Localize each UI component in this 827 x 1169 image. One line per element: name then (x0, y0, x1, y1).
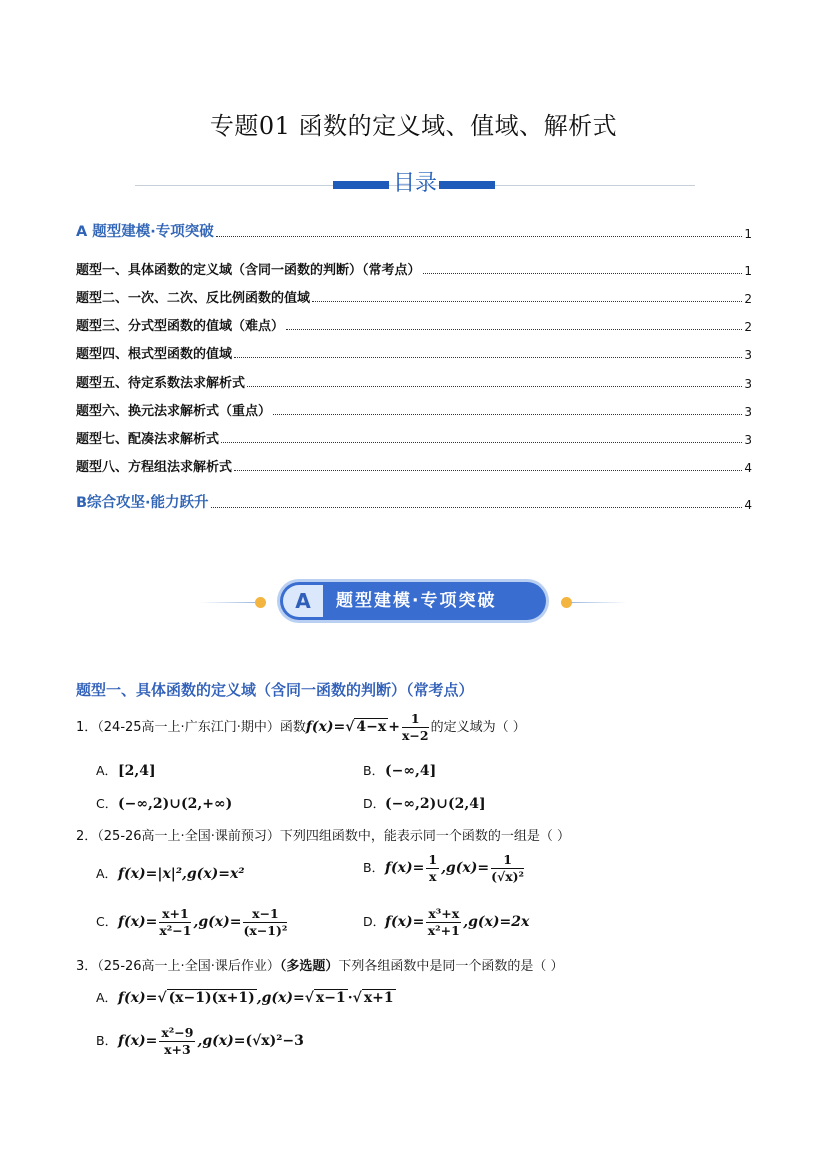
q2-option-a[interactable]: A．f(x)=|x|²,g(x)=x² (96, 866, 245, 882)
toc-heading: 目录 (392, 171, 437, 196)
q1-option-b[interactable]: B．(−∞,4] (363, 763, 437, 779)
q1-radicand: 4−x (356, 719, 387, 735)
toc-label: 题型四、根式型函数的值域 (76, 347, 233, 362)
q2-option-b[interactable]: B．f(x)= $\frac{1}{x}$ ,g(x)= $\frac{1}{\text{(√x)²}}$ (363, 852, 525, 884)
toc-row[interactable] (76, 427, 752, 447)
toc-page-number: 3 (744, 433, 752, 447)
q1-option-d[interactable]: D．(−∞,2)∪(2,4] (363, 796, 486, 812)
toc-row[interactable] (76, 314, 752, 334)
q2-option-c[interactable]: C．f(x)= $\frac{x+1}{\text{x²−1}}$ ,g(x)= $\frac{x-1}{\text{(x−1)²}}$ (96, 906, 288, 938)
q1-option-a[interactable]: A．[2,4] (96, 763, 156, 779)
toc-leader-dots (234, 357, 742, 358)
q1-expr: f(x)= (305, 719, 346, 735)
toc-page-number: 2 (744, 320, 752, 334)
banner-dot-left (255, 597, 266, 608)
toc-page-number: 2 (744, 292, 752, 306)
q3-multi-tag: （多选题） (279, 959, 339, 974)
toc-label: 题型八、方程组法求解析式 (76, 460, 233, 475)
q2-text: （25-26高一上·全国·课前预习）下列四组函数中，能表示同一个函数的一组是（ ） (97, 829, 570, 844)
q3-option-b[interactable]: B．f(x)= $\frac{\text{x²−9}}{x+3}$ ,g(x)=(√x)²−3 (96, 1025, 304, 1057)
toc-leader-dots (234, 470, 742, 471)
page-title: 专题01 函数的定义域、值域、解析式 (209, 112, 618, 140)
toc-label: A 题型建模·专项突破 (76, 224, 214, 240)
toc-page-number: 1 (744, 227, 752, 241)
toc-page-number: 4 (744, 498, 752, 512)
toc-leader-dots (423, 273, 743, 274)
q1-frac-den: x−2 (401, 728, 429, 743)
toc-row[interactable] (76, 399, 752, 419)
toc-page-number: 3 (744, 405, 752, 419)
toc-page-number: 3 (744, 348, 752, 362)
toc-page-number: 1 (744, 264, 752, 278)
banner-pill (280, 582, 546, 620)
q1-source: （24-25高一上·广东江门·期中）函数 (97, 720, 306, 735)
toc-label: B综合攻坚·能力跃升 (76, 495, 209, 511)
toc-page-number: 3 (744, 377, 752, 391)
q2-number: 2． (76, 829, 98, 844)
toc-row[interactable] (76, 286, 752, 306)
toc-leader-dots (221, 442, 742, 443)
banner-letter: A (283, 585, 323, 617)
toc-leader-dots (273, 414, 742, 415)
q3-number: 3． (76, 959, 98, 974)
toc-label: 题型六、换元法求解析式（重点） (76, 404, 272, 419)
q1-option-c[interactable]: C．(−∞,2)∪(2,+∞) (96, 796, 233, 812)
question-1: 1．（24-25高一上·广东江门·期中）函数f(x)=√ 4−x + $\frac{1}{x-2}$ 的定义域为（ ） (76, 711, 526, 743)
toc-leader-dots (247, 386, 742, 387)
toc-label: 题型五、待定系数法求解析式 (76, 376, 246, 391)
section-heading: 题型一、具体函数的定义域（含同一函数的判断）（常考点） (76, 681, 474, 699)
banner-text: 题型建模·专项突破 (336, 591, 497, 611)
toc-label: 题型七、配凑法求解析式 (76, 432, 220, 447)
toc-leader-dots (286, 329, 742, 330)
toc-label: 题型一、具体函数的定义域（含同一函数的判断）（常考点） (76, 263, 421, 278)
toc-row[interactable] (76, 492, 752, 512)
q3-option-a[interactable]: A．f(x)=√ (x−1)(x+1) ,g(x)=√ x−1 ·√ x+1 (96, 990, 394, 1006)
toc-row[interactable] (76, 258, 752, 278)
question-3 (76, 955, 756, 974)
q2-option-d[interactable]: D．f(x)= $\frac{\text{x³+x}}{\text{x²+1}}$ ,g(x)=2x (363, 906, 530, 938)
section-banner (200, 582, 627, 620)
q1-plus: + (388, 719, 400, 735)
toc-leader-dots (312, 301, 742, 302)
toc-row[interactable] (76, 221, 752, 241)
toc-row[interactable] (76, 342, 752, 362)
toc-label: 题型三、分式型函数的值域（难点） (76, 319, 285, 334)
toc-leader-dots (216, 236, 743, 237)
q3-source: （25-26高一上·全国·课后作业） (97, 959, 280, 974)
toc-leader-dots (211, 507, 743, 508)
banner-line-left (200, 602, 256, 603)
q3-text: 下列各组函数中是同一个函数的是（ ） (338, 959, 564, 974)
toc-heading-decoration (135, 168, 695, 194)
toc-label: 题型二、一次、二次、反比例函数的值域 (76, 291, 311, 306)
toc-row[interactable] (76, 371, 752, 391)
q1-tail: 的定义域为（ ） (430, 720, 526, 735)
toc-row[interactable] (76, 455, 752, 475)
question-2 (76, 825, 756, 844)
q1-number: 1． (76, 720, 98, 735)
toc-page-number: 4 (744, 461, 752, 475)
q1-frac-num: 1 (402, 711, 429, 728)
banner-line-right (571, 602, 627, 603)
